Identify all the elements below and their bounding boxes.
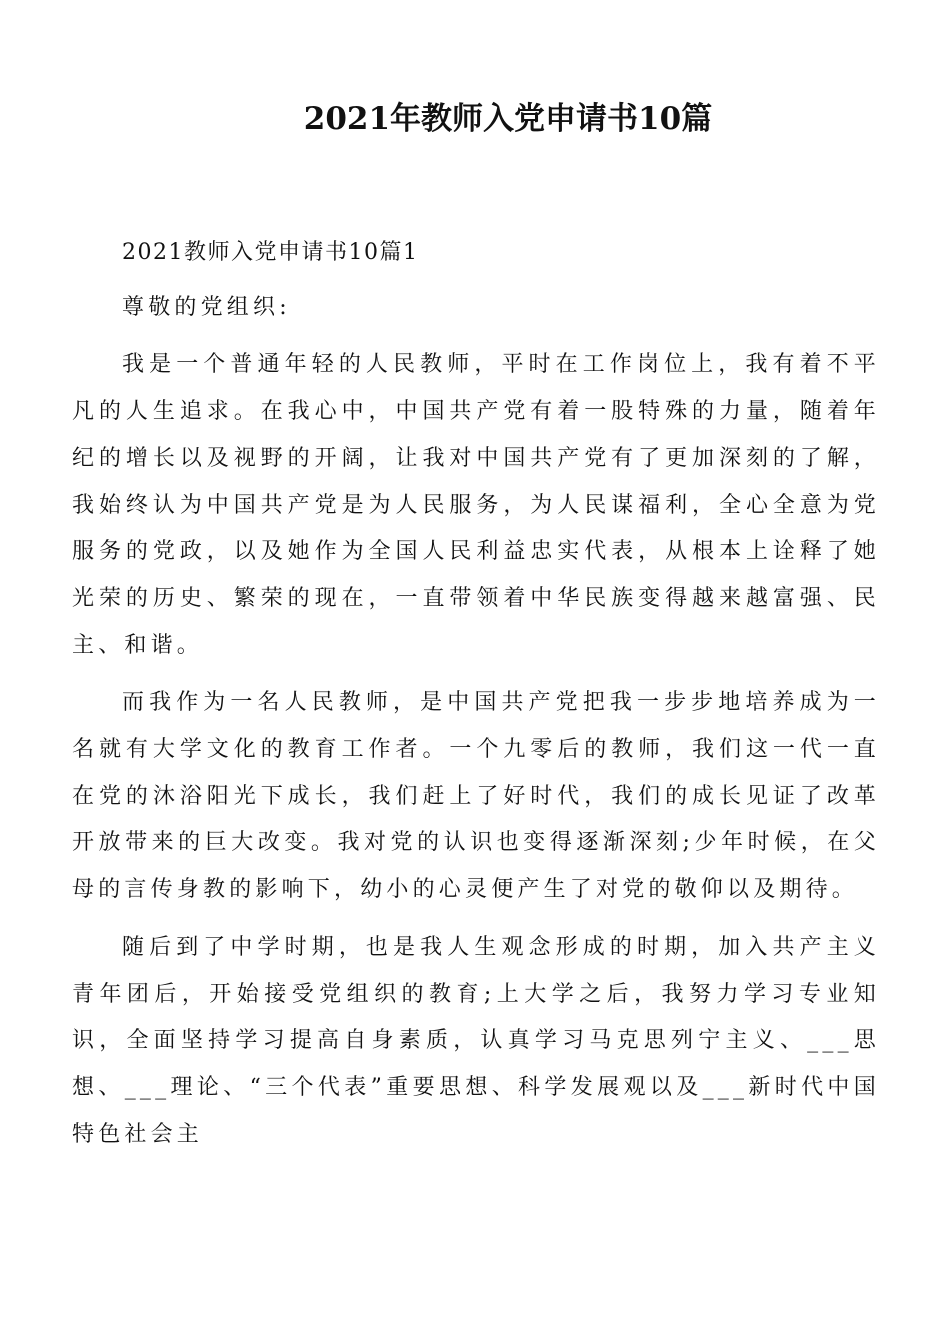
paragraph-3: 随后到了中学时期，也是我人生观念形成的时期，加入共产主义青年团后，开始接受党组织的教育;上大学之后，我努力学习专业知识，全面坚持学习提高自身素质，认真学习马克思列宁主义、___思想、___理论、“三个代表”重要思想、科学发展观以及___新时代中国特色社会主 [72,934,880,1147]
document-body [72,230,880,1169]
salutation: 尊敬的党组织: [122,294,291,320]
section-heading: 2021教师入党申请书10篇1 [122,240,419,265]
paragraph-1: 我是一个普通年轻的人民教师，平时在工作岗位上，我有着不平凡的人生追求。在我心中，中国共产党有着一股特殊的力量，随着年纪的增长以及视野的开阔，让我对中国共产党有了更加深刻的了解，我始终认为中国共产党是为人民服务，为人民谋福利，全心全意为党服务的党政，以及她作为全国人民利益忠实代表，从根本上诠释了她光荣的历史、繁荣的现在，一直带领着中华民族变得越来越富强、民主、和谐。 [72,352,880,658]
document-title: 2021年教师入党申请书10篇 [303,101,713,137]
paragraph-2: 而我作为一名人民教师，是中国共产党把我一步步地培养成为一名就有大学文化的教育工作者。一个九零后的教师，我们这一代一直在党的沐浴阳光下成长，我们赶上了好时代，我们的成长见证了改革开放带来的巨大改变。我对党的认识也变得逐渐深刻;少年时候，在父母的言传身教的影响下，幼小的心灵便产生了对党的敬仰以及期待。 [72,690,880,903]
